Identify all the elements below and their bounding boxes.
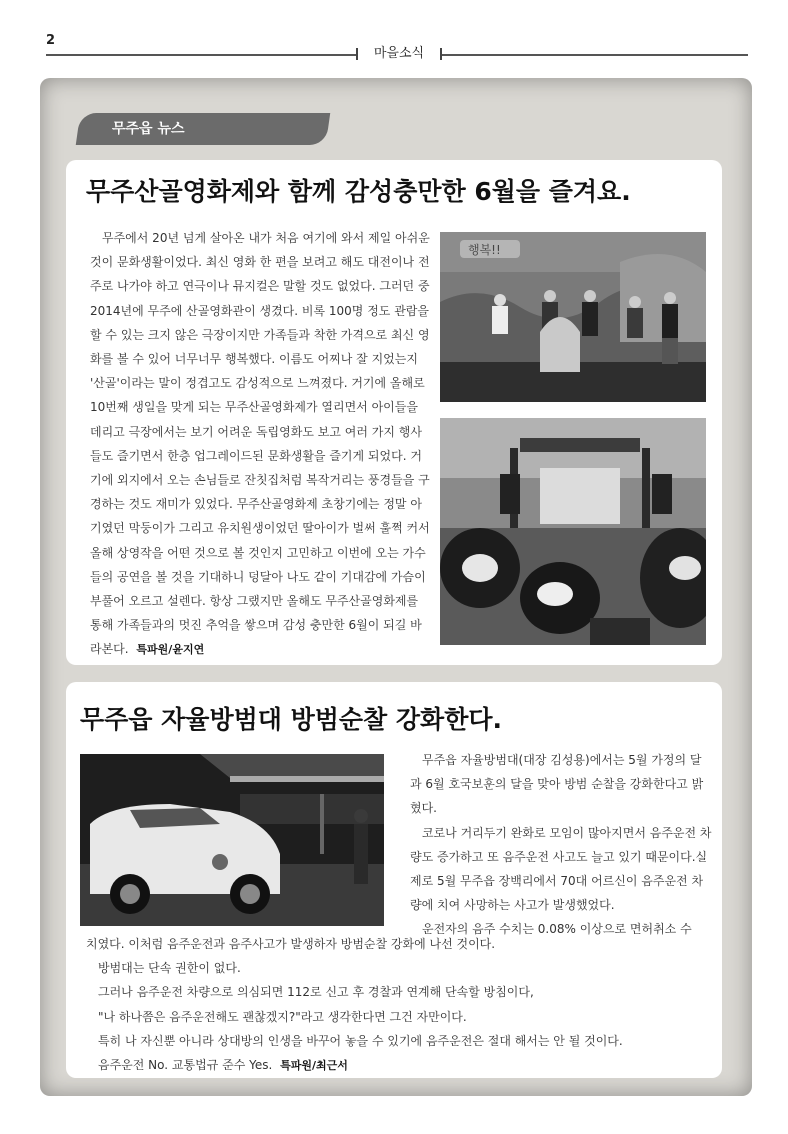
article1-title: 무주산골영화제와 함께 감성충만한 6월을 즐겨요. <box>86 177 631 206</box>
article1-byline: 특파원/윤지연 <box>136 643 205 657</box>
article2-byline: 특파원/최근서 <box>280 1059 348 1073</box>
article2-paragraph-8: 음주운전 No. 교통법규 준수 Yes. <box>98 1058 273 1073</box>
page-number: 2 <box>46 33 56 48</box>
article2-paragraph-5: 그러나 음주운전 차량으로 의심되면 112로 신고 후 경찰과 연계해 단속할 방침이다, <box>98 985 534 1000</box>
article1-body <box>90 226 430 663</box>
article2-title: 무주읍 자율방범대 방범순찰 강화한다. <box>80 705 503 734</box>
article2-paragraph-7: 특히 나 자신뿐 아니라 상대방의 인생을 바꾸어 놓을 수 있기에 음주운전은 절대 해서는 안 될 것이다. <box>98 1033 623 1048</box>
article2-paragraph-2: 코로나 거리두기 완화로 모임이 많아지면서 음주운전 차량도 증가하고 또 음주운전 사고도 늘고 있기 때문이다.실제로 5월 무주읍 장백리에서 70대 어르신이 음주운전 차량에 치여 사망하는 사고가 발생했었다. <box>410 825 712 913</box>
section-tag-label: 무주읍 뉴스 <box>112 121 185 137</box>
article2-paragraph-1: 무주읍 자율방범대(대장 김성용)에서는 5월 가정의 달과 6월 호국보훈의 달을 맞아 방범 순찰을 강화한다고 밝혔다. <box>410 753 704 816</box>
article2-right-column <box>410 748 712 942</box>
stage-sign-text: 행복!! <box>468 243 501 257</box>
festival-photo <box>440 418 706 645</box>
patrol-photo <box>80 754 384 926</box>
article2-paragraph-6: "나 하나쯤은 음주운전해도 괜찮겠지?"라고 생각한다면 그건 자만이다. <box>98 1009 467 1024</box>
section-title: 마을소식 <box>356 44 442 64</box>
article1-text: 무주에서 20년 넘게 살아온 내가 처음 여기에 와서 제일 아쉬운 것이 문화생활이었다. 최신 영화 한 편을 보려고 해도 대전이나 전주로 나가야 하고 연극이나 뮤지컬은 말할 것도 없었다. 그러던 중 2014년에 무주에 산골영화관이 생겼다. 비록 100명 정도 관람을 할 수 있는 크지 않은 극장이지만 가족들과 착한 가격으로 최신 영화를 볼 수 있어 너무너무 행복했다. 이름도 어찌나 잘 지었는지 '산골'이라는 말이 정겹고도 감성적으로 느껴졌다. 거기에 올해로 10번째 생일을 맞게 되는 무주산골영화제가 열리면서 아이들을 데리고 극장에서는 보기 어려운 독립영화도 보고 여러 가지 행사들도 즐기면서 한층 업그레이드된 문화생활을 즐기게 되었다. 거기에 외지에서 오는 손님들로 잔칫집처럼 복작거리는 풍경들을 구경하는 것도 재미가 있었다. 무주산골영화제 초창기에는 정말 아기였던 막둥이가 그리고 유치원생이었던 딸아이가 벌써 훌쩍 커서 올해 상영작을 어떤 것으로 볼 것인지 고민하고 이번에 오는 가수들의 공연을 볼 것을 기대하니 덩달아 나도 같이 기대감에 가슴이 부풀어 오르고 설렌다. 항상 그랬지만 올해도 무주산골영화제를 통해 가족들과의 멋진 추억을 쌓으며 감성 충만한 6월이 되길 바라본다. <box>90 231 430 657</box>
article2-paragraph-3b: 치였다. 이처럼 음주운전과 음주사고가 발생하자 방범순찰 강화에 나선 것이다. <box>86 937 496 951</box>
stage-photo <box>440 232 706 402</box>
article2-paragraph-4: 방범대는 단속 권한이 없다. <box>98 961 241 976</box>
article2-paragraph-3a: 운전자의 음주 수치는 0.08% 이상으로 면허취소 수 <box>422 922 692 937</box>
article2-bottom <box>86 932 712 1078</box>
